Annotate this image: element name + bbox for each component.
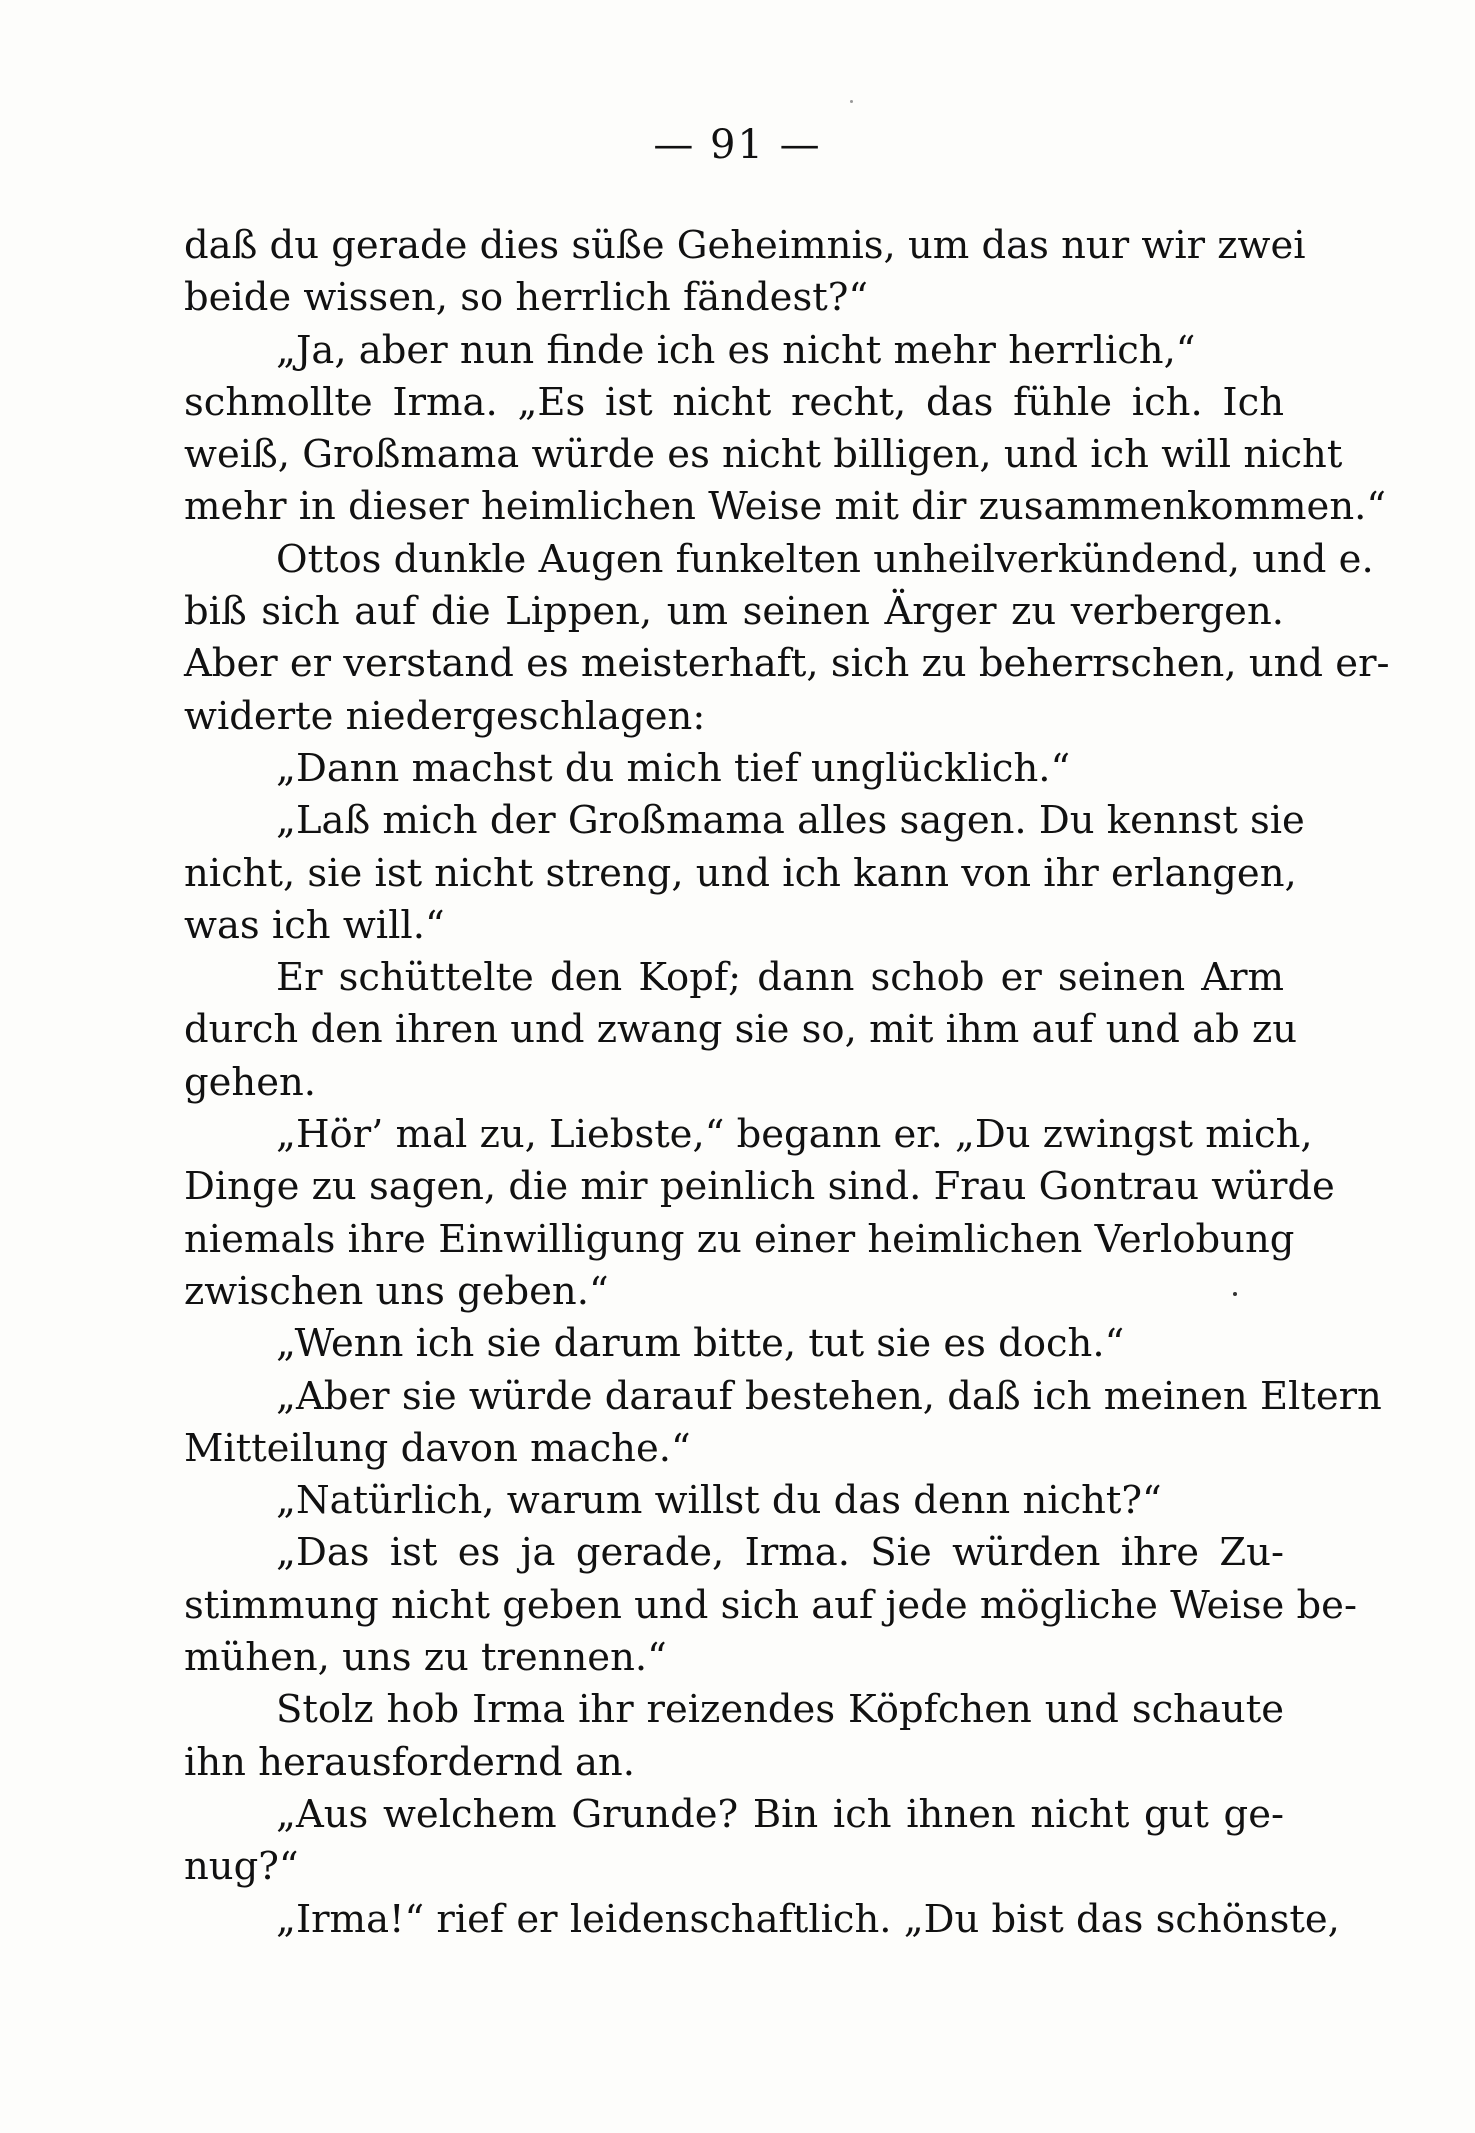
text-line: durch den ihren und zwang sie so, mit ihm auf und ab zu	[184, 1007, 1298, 1053]
text-line: „Ja, aber nun finde ich es nicht mehr herrlich,“	[276, 327, 1196, 373]
text-line: schmollte Irma. „Es ist nicht recht, das fühle ich. Ich	[184, 379, 1284, 425]
text-line: mehr in dieser heimlichen Weise mit dir zusammenkommen.“	[184, 484, 1387, 530]
text-line: „Natürlich, warum willst du das denn nicht?“	[276, 1478, 1162, 1524]
paper-speck	[1233, 1292, 1237, 1296]
text-line: „Laß mich der Großmama alles sagen. Du kennst sie	[276, 798, 1305, 844]
text-line: stimmung nicht geben und sich auf jede mögliche Weise be-	[184, 1582, 1357, 1628]
text-line: Mitteilung davon mache.“	[184, 1425, 691, 1471]
text-line: daß du gerade dies süße Geheimnis, um das nur wir zwei	[184, 223, 1306, 268]
text-line: „Das ist es ja gerade, Irma. Sie würden ihre Zu-	[276, 1530, 1284, 1576]
text-line: „Wenn ich sie darum bitte, tut sie es doch.“	[276, 1321, 1125, 1367]
text-line: Stolz hob Irma ihr reizendes Köpfchen und schaute	[276, 1687, 1284, 1733]
text-line: nug?“	[184, 1844, 299, 1890]
text-line: weiß, Großmama würde es nicht billigen, und ich will nicht	[184, 432, 1343, 478]
page-number: — 91 —	[653, 122, 822, 168]
text-line: gehen.	[184, 1059, 317, 1105]
text-line: beide wissen, so herrlich fändest?“	[184, 275, 869, 321]
text-line: zwischen uns geben.“	[184, 1268, 609, 1314]
text-line: „Aber sie würde darauf bestehen, daß ich meinen Eltern	[276, 1373, 1382, 1419]
text-line: Aber er verstand es meisterhaft, sich zu beherrschen, und er-	[184, 641, 1390, 687]
text-line: „Dann machst du mich tief unglücklich.“	[276, 745, 1071, 791]
paper-speck	[850, 100, 853, 103]
text-line: ihn herausfordernd an.	[184, 1739, 635, 1785]
text-line: „Aus welchem Grunde? Bin ich ihnen nicht gut ge-	[276, 1791, 1284, 1837]
text-line: Dinge zu sagen, die mir peinlich sind. Frau Gontrau würde	[184, 1164, 1335, 1210]
text-line: widerte niedergeschlagen:	[184, 693, 706, 739]
text-line: nicht, sie ist nicht streng, und ich kann von ihr erlangen,	[184, 850, 1297, 896]
text-line: mühen, uns zu trennen.“	[184, 1635, 667, 1681]
body-text	[184, 220, 1390, 1946]
text-line: Er schüttelte den Kopf; dann schob er seinen Arm	[276, 955, 1284, 1001]
text-line: biß sich auf die Lippen, um seinen Ärger zu verbergen.	[184, 589, 1284, 635]
text-line: niemals ihre Einwilligung zu einer heimlichen Verlobung	[184, 1216, 1295, 1262]
text-line: was ich will.“	[184, 902, 445, 948]
text-line: „Hör’ mal zu, Liebste,“ begann er. „Du zwingst mich,	[276, 1112, 1313, 1158]
text-line: „Irma!“ rief er leidenschaftlich. „Du bist das schönste,	[276, 1896, 1340, 1942]
text-line: Ottos dunkle Augen funkelten unheilverkündend, und e.	[276, 536, 1374, 582]
